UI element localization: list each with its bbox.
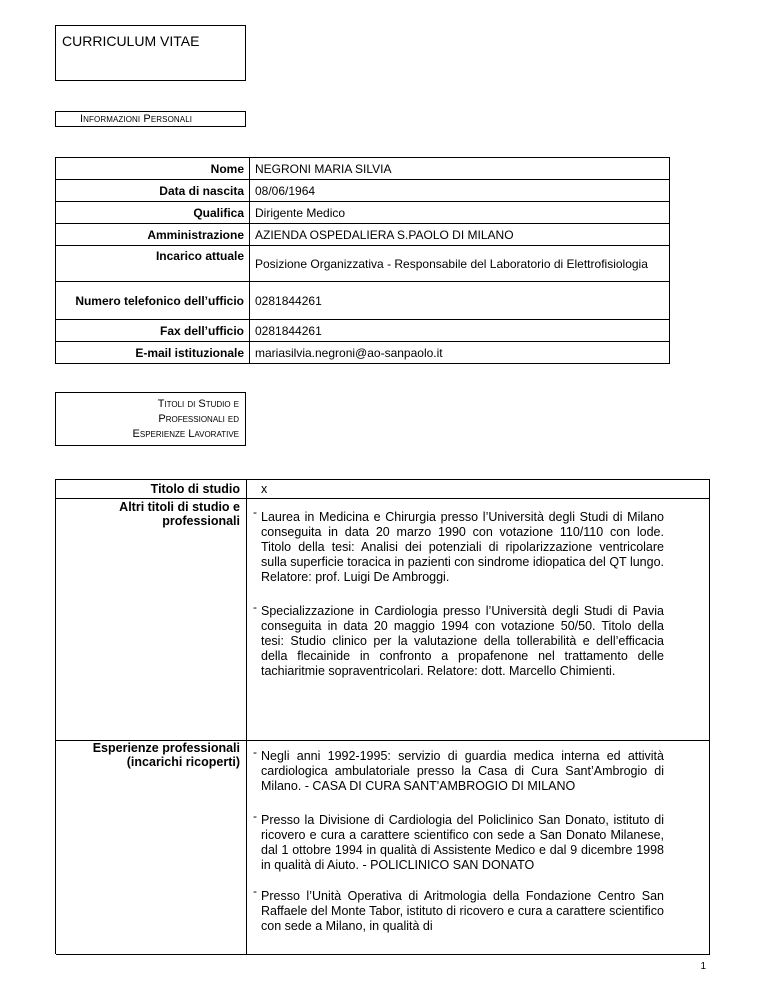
label-fax: Fax dell’ufficio bbox=[56, 320, 250, 342]
table-row bbox=[56, 158, 670, 180]
list-item: Laurea in Medicina e Chirurgia presso l’Università degli Studi di Milano conseguita in data 20 marzo 1990 con votazione 110/110 con lode. Titolo della tesi: Analisi dei potenziali di ripolarizzazione ventricolare sulla superficie toracica in pazienti con sindrome idiopatica del QT lungo. Relatore: prof. Luigi De Ambroggi. bbox=[261, 510, 664, 584]
footer-divider bbox=[56, 954, 710, 955]
label-altri-titoli: Altri titoli di studio e professionali bbox=[119, 500, 240, 528]
value-telefono: 0281844261 bbox=[250, 282, 670, 320]
bullet-dash: - bbox=[253, 745, 257, 759]
table-row bbox=[56, 180, 670, 202]
table-row bbox=[56, 342, 670, 364]
bullet-dash: - bbox=[253, 600, 257, 614]
label-titolo-studio: Titolo di studio bbox=[150, 482, 240, 496]
section-titles-label: Titoli di Studio e Professionali ed Esperienze Lavorative bbox=[132, 398, 239, 440]
divider bbox=[55, 479, 710, 480]
label-nome: Nome bbox=[56, 158, 250, 180]
list-item: Specializzazione in Cardiologia presso l’Università degli Studi di Pavia conseguita in data 20 maggio 1994 con votazione 50/50. Titolo della tesi: Studio clinico per la valutazione della tollerabilità e dell’efficacia della flecainide in confronto a propafenone nel trattamento delle tachiaritmie sopraventricolari. Relatore: dott. Marcello Chimienti. bbox=[261, 604, 664, 678]
value-data-nascita: 08/06/1964 bbox=[250, 180, 670, 202]
bullet-dash: - bbox=[253, 809, 257, 823]
page-number: 1 bbox=[700, 961, 706, 972]
section-header-titles bbox=[55, 392, 246, 446]
divider bbox=[709, 479, 710, 954]
table-row bbox=[56, 224, 670, 246]
label-telefono: Numero telefonico dell’ufficio bbox=[56, 282, 250, 320]
label-amministrazione: Amministrazione bbox=[56, 224, 250, 246]
label-esperienze: Esperienze professionali (incarichi ricoperti) bbox=[92, 741, 240, 769]
title-box bbox=[55, 25, 246, 81]
list-item: Presso la Divisione di Cardiologia del Policlinico San Donato, istituto di ricovero e cura a carattere scientifico con sede a San Donato Milanese, dal 1 ottobre 1994 in qualità di Assistente Medico e dal 9 dicembre 1998 in qualità di Aiuto. - POLICLINICO SAN DONATO bbox=[261, 813, 664, 872]
divider bbox=[55, 479, 56, 954]
divider bbox=[246, 479, 247, 954]
table-row bbox=[56, 320, 670, 342]
personal-info-table bbox=[55, 157, 670, 364]
label-data-nascita: Data di nascita bbox=[56, 180, 250, 202]
table-row bbox=[56, 246, 670, 282]
section-header-personal bbox=[55, 111, 246, 127]
section-personal-label: Informazioni Personali bbox=[80, 113, 193, 125]
table-row bbox=[56, 282, 670, 320]
value-titolo-studio: x bbox=[261, 482, 268, 496]
label-email: E-mail istituzionale bbox=[56, 342, 250, 364]
document-title: CURRICULUM VITAE bbox=[62, 33, 200, 49]
value-nome: NEGRONI MARIA SILVIA bbox=[250, 158, 670, 180]
value-fax: 0281844261 bbox=[250, 320, 670, 342]
list-item: Negli anni 1992-1995: servizio di guardia medica interna ed attività cardiologica ambulatoriale presso la Casa di Cura Sant’Ambrogio di Milano. - CASA DI CURA SANT'AMBROGIO DI MILANO bbox=[261, 749, 664, 793]
list-item: Presso l’Unità Operativa di Aritmologia della Fondazione Centro San Raffaele del Monte Tabor, istituto di ricovero e cura a carattere scientifico con sede a Milano, in qualità di bbox=[261, 889, 664, 933]
label-incarico: Incarico attuale bbox=[56, 246, 250, 282]
bullet-dash: - bbox=[253, 884, 257, 898]
value-amministrazione: AZIENDA OSPEDALIERA S.PAOLO DI MILANO bbox=[250, 224, 670, 246]
value-qualifica: Dirigente Medico bbox=[250, 202, 670, 224]
divider bbox=[55, 498, 710, 499]
value-incarico: Posizione Organizzativa - Responsabile del Laboratorio di Elettrofisiologia bbox=[250, 246, 670, 282]
bullet-dash: - bbox=[253, 505, 257, 519]
label-qualifica: Qualifica bbox=[56, 202, 250, 224]
table-row bbox=[56, 202, 670, 224]
value-email: mariasilvia.negroni@ao-sanpaolo.it bbox=[250, 342, 670, 364]
